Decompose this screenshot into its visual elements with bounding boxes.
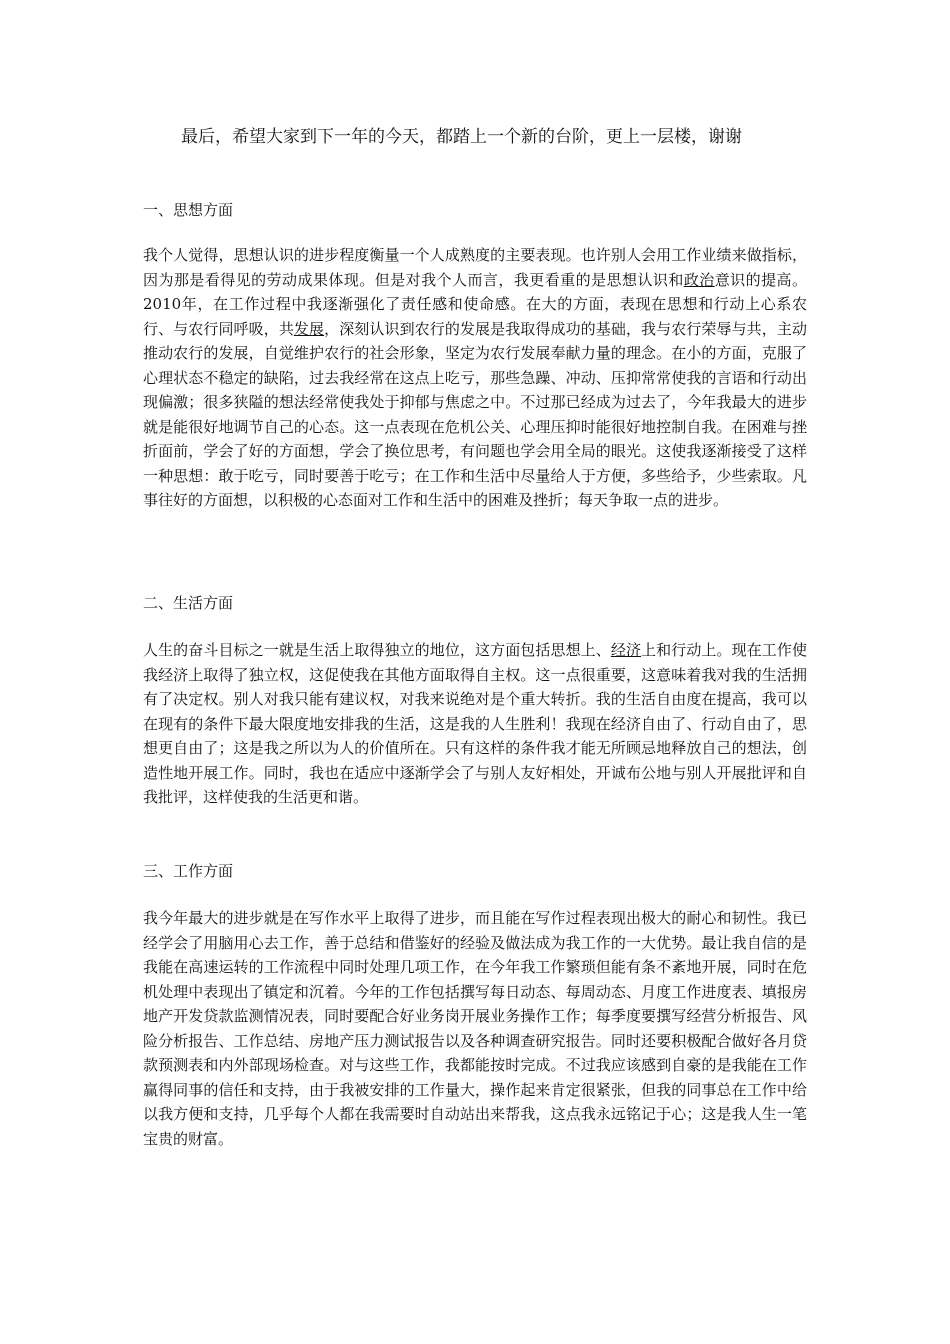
section-heading-work: 三、工作方面: [143, 862, 234, 880]
paragraph-text: ，深刻认识到农行的发展是我取得成功的基础，我与农行荣辱与共，主动推动农行的发展，自觉维护农行的社会形象，坚定为农行发展奉献力量的理念。在小的方面，克服了心理状态不稳定的缺陷，过去我经常在这点上吃亏，那些急躁、冲动、压抑常常使我的言语和行动出现偏激；很多狭隘的想法经常使我处于抑郁与焦虑之中。不过那已经成为过去了，今年我最大的进步就是能很好地调节自己的心态。这一点表现在危机公关、心理压抑时能很好地控制自我。在困难与挫折面前，学会了好的方面想，学会了换位思考，有问题也学会用全局的眼光。这使我逐渐接受了这样一种思想：敢于吃亏，同时要善于吃亏；在工作和生活中尽量给人于方便，多些给予，少些索取。凡事往好的方面想，以积极的心态面对工作和生活中的困难及挫折；每天争取一点的进步。: [143, 319, 807, 509]
paragraph-text: 上和行动上。现在工作使我经济上取得了独立权，这促使我在其他方面取得自主权。这一点很重要，这意味着我对我的生活拥有了决定权。别人对我只能有建议权，对我来说绝对是个重大转折。我的生活自由度在提高，我可以在现有的条件下最大限度地安排我的生活，这是我的人生胜利！我现在经济自由了、行动自由了，思想更自由了；这是我之所以为人的价值所在。只有这样的条件我才能无所顾忌地释放自己的想法，创造性地开展工作。同时，我也在适应中逐渐学会了与别人友好相处，开诚布公地与别人开展批评和自我批评，这样使我的生活更和谐。: [143, 641, 807, 806]
opening-paragraph: 最后，希望大家到下一年的今天，都踏上一个新的台阶，更上一层楼，谢谢: [181, 127, 742, 147]
section-heading-life: 二、生活方面: [143, 594, 234, 612]
section-paragraph-thought: [143, 243, 807, 513]
section-paragraph-work: [143, 906, 807, 1151]
section-heading-thought: 一、思想方面: [143, 201, 234, 219]
paragraph-text: 我今年最大的进步就是在写作水平上取得了进步，而且能在写作过程表现出极大的耐心和韧性。我已经学会了用脑用心去工作，善于总结和借鉴好的经验及做法成为我工作的一大优势。最让我自信的是我能在高速运转的工作流程中同时处理几项工作，在今年我工作繁琐但能有条不紊地开展，同时在危机处理中表现出了镇定和沉着。今年的工作包括撰写每日动态、每周动态、月度工作进度表、填报房地产开发贷款监测情况表，同时要配合好业务岗开展业务操作工作；每季度要撰写经营分析报告、风险分析报告、工作总结、房地产压力测试报告以及各种调查研究报告。同时还要积极配合做好各月贷款预测表和内外部现场检查。对与这些工作，我都能按时完成。不过我应该感到自豪的是我能在工作赢得同事的信任和支持，由于我被安排的工作量大，操作起来肯定很紧张，但我的同事总在工作中给以我方便和支持，几乎每个人都在我需要时自动站出来帮我，这点我永远铭记于心；这是我人生一笔宝贵的财富。: [143, 909, 807, 1148]
paragraph-text: 我个人觉得，思想认识的进步程度衡量一个人成熟度的主要表现。也许别人会用工作业绩来做指标，因为那是看得见的劳动成果体现。但是对我个人而言，我更看重的是思想认识和: [143, 246, 807, 289]
paragraph-text: 意识的提高。2010年，在工作过程中我逐渐强化了责任感和使命感。在大的方面，表现在思想和行动上心系农行、与农行同呼吸，共: [143, 270, 807, 338]
section-paragraph-life: [143, 638, 807, 810]
link-development[interactable]: 发展: [293, 319, 325, 338]
link-politics[interactable]: 政治: [683, 270, 715, 289]
paragraph-text: 人生的奋斗目标之一就是生活上取得独立的地位，这方面包括思想上、: [143, 641, 611, 659]
link-economy[interactable]: 经济: [610, 641, 642, 659]
